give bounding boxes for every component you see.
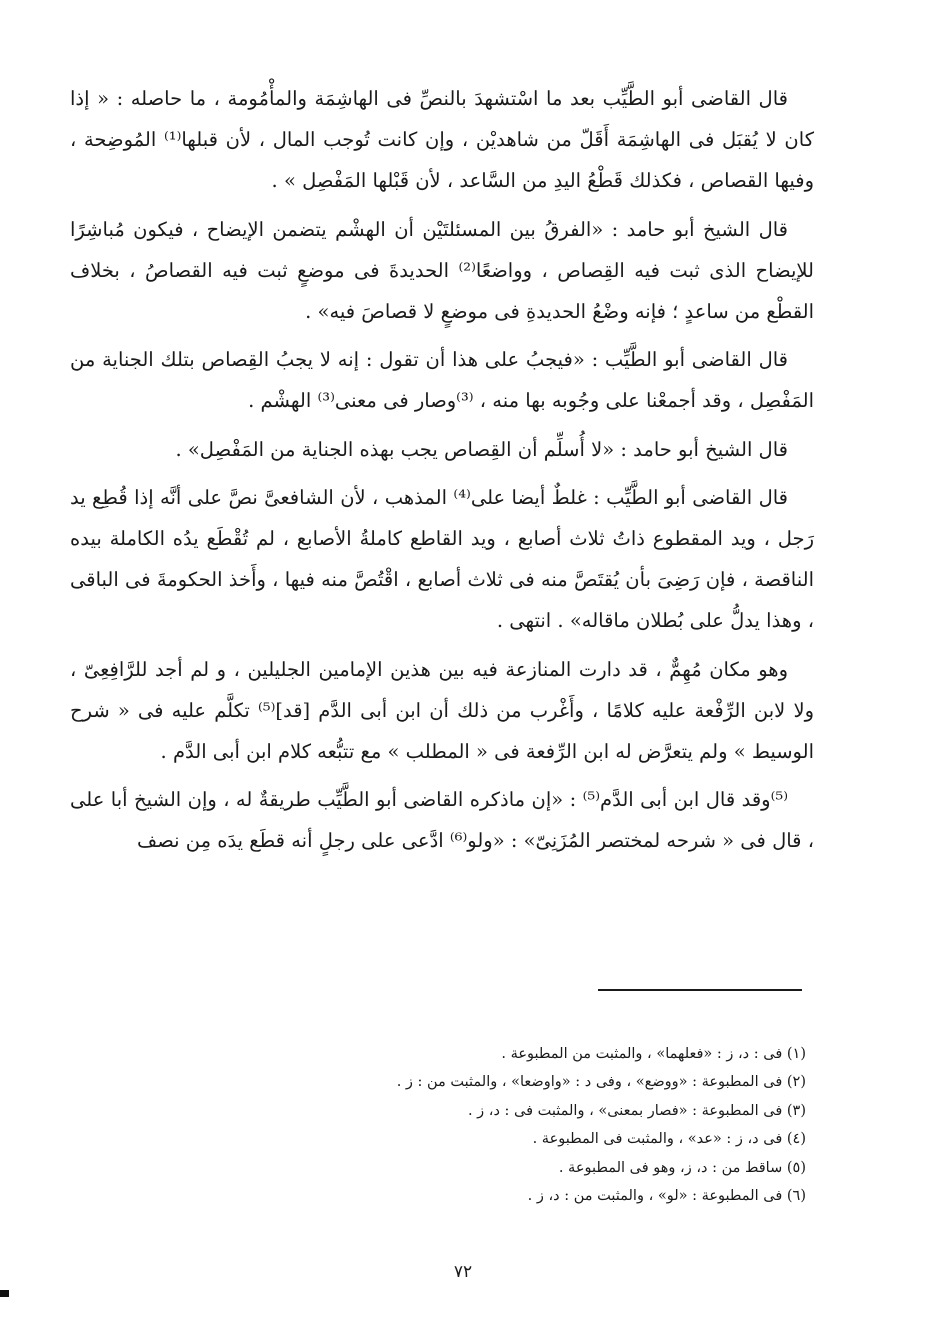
paragraph: قال الشيخ أبو حامد : «لا أُسلِّم أن القِصاص يجب بهذه الجناية من المَفْصِل» . bbox=[175, 437, 788, 461]
paragraph: قال القاضى أبو الطَّيِّب : غلطٌ أيضا على⁽⁴⁾ المذهب ، لأن الشافعىَّ نصَّ على أنَّه إذا قُطِع يد رَجل ، ويد المقطوع ذاتُ ثلاث أصابع ، ويد القاطع كاملةُ الأصابع ، لم تُقْطَع يدُه الكاملة بيده الناقصة ، فإن رَضِىَ بأن يُقتَصَّ منه فى ثلاث أصابع ، اقْتُصَّ منه فيها ، وأَخذ الحكومةَ فى الباقى ، وهذا يدلُّ على بُطلان ماقاله» . انتهى . bbox=[70, 485, 814, 633]
footnote: (١) فى : د، ز : «فعلهما» ، والمثبت من المطبوعة . bbox=[501, 1046, 806, 1062]
main-text bbox=[70, 78, 814, 869]
footnote: (٢) فى المطبوعة : «ووضع» ، وفى د : «واوضعا» ، والمثبت من : ز . bbox=[396, 1074, 806, 1091]
paragraph: وهو مكان مُهِمٌّ ، قد دارت المنازعة فيه بين هذين الإمامين الجليلين ، و لم أجد للرَّافِعِىّ ، ولا لابن الرِّفْعة عليه كلامًا ، وأَغْرب من ذلك أن ابن أبى الدَّم [قد]⁽⁵⁾ تكلَّم عليه فى « شرح الوسيط » ولم يتعرَّض له ابن الرِّفعة فى « المطلب » مع تتبُّعه كلام ابن أبى الدَّم . bbox=[70, 657, 814, 764]
footnote-separator bbox=[598, 989, 802, 991]
paragraph: قال الشيخ أبو حامد : «الفرقُ بين المسئلتَيْن أن الهشْم يتضمن الإيضاح ، فيكون مُباشِرًا للإيضاح الذى ثبت فيه القِصاص ، وواضعًا⁽²⁾ الحديدةَ فى موضعٍ ثبت فيه القصاصُ ، بخلاف القطْع من ساعدٍ ؛ فإنه وضْعُ الحديدةِ فى موضعٍ لا قصاصَ فيه» . bbox=[70, 217, 814, 324]
page-number: ٧٢ bbox=[453, 1262, 473, 1282]
paragraph: قال القاضى أبو الطَّيِّب بعد ما اسْتشهدَ بالنصِّ فى الهاشِمَة والمأْمُومة ، ما حاصله : « إذا كان لا يُقبَل فى الهاشِمَة أَقَلّ من شاهديْن ، وإن كانت تُوجب المال ، لأن قبلها⁽¹⁾ المُوضِحة ، وفيها القصاص ، فكذلك قَطْعُ اليدِ من السَّاعد ، لأن قَبْلها المَفْصِل » . bbox=[70, 87, 814, 193]
paragraph: ⁽⁵⁾وقد قال ابن أبى الدَّم⁽⁵⁾ : «إن ماذكره القاضى أبو الطَّيِّب طريقةٌ له ، وإن الشيخ أبا على ، قال فى « شرحه لمختصر المُزَنِىّ» : «ولو⁽⁶⁾ ادَّعى على رجلٍ أنه قطَع يدَه مِن نصف bbox=[70, 788, 814, 853]
scan-edge-mark bbox=[0, 1290, 9, 1297]
footnote: (٥) ساقط من : د، ز، وهو فى المطبوعة . bbox=[558, 1159, 806, 1176]
paragraph: قال القاضى أبو الطَّيِّب : «فيجبُ على هذا أن تقول : إنه لا يجبُ القِصاص بتلك الجناية من المَفْصِل ، وقد أجمعْنا على وجُوبه بها منه ، ⁽³⁾وصار فى معنى⁽³⁾ الهشْم . bbox=[70, 348, 814, 413]
footnote: (٦) فى المطبوعة : «لو» ، والمثبت من : د، ز . bbox=[527, 1188, 806, 1205]
footnote: (٤) فى د، ز : «عد» ، والمثبت فى المطبوعة . bbox=[532, 1131, 806, 1148]
footnote: (٣) فى المطبوعة : «فصار بمعنى» ، والمثبت فى : د، ز . bbox=[467, 1102, 806, 1119]
footnotes bbox=[300, 1040, 806, 1210]
